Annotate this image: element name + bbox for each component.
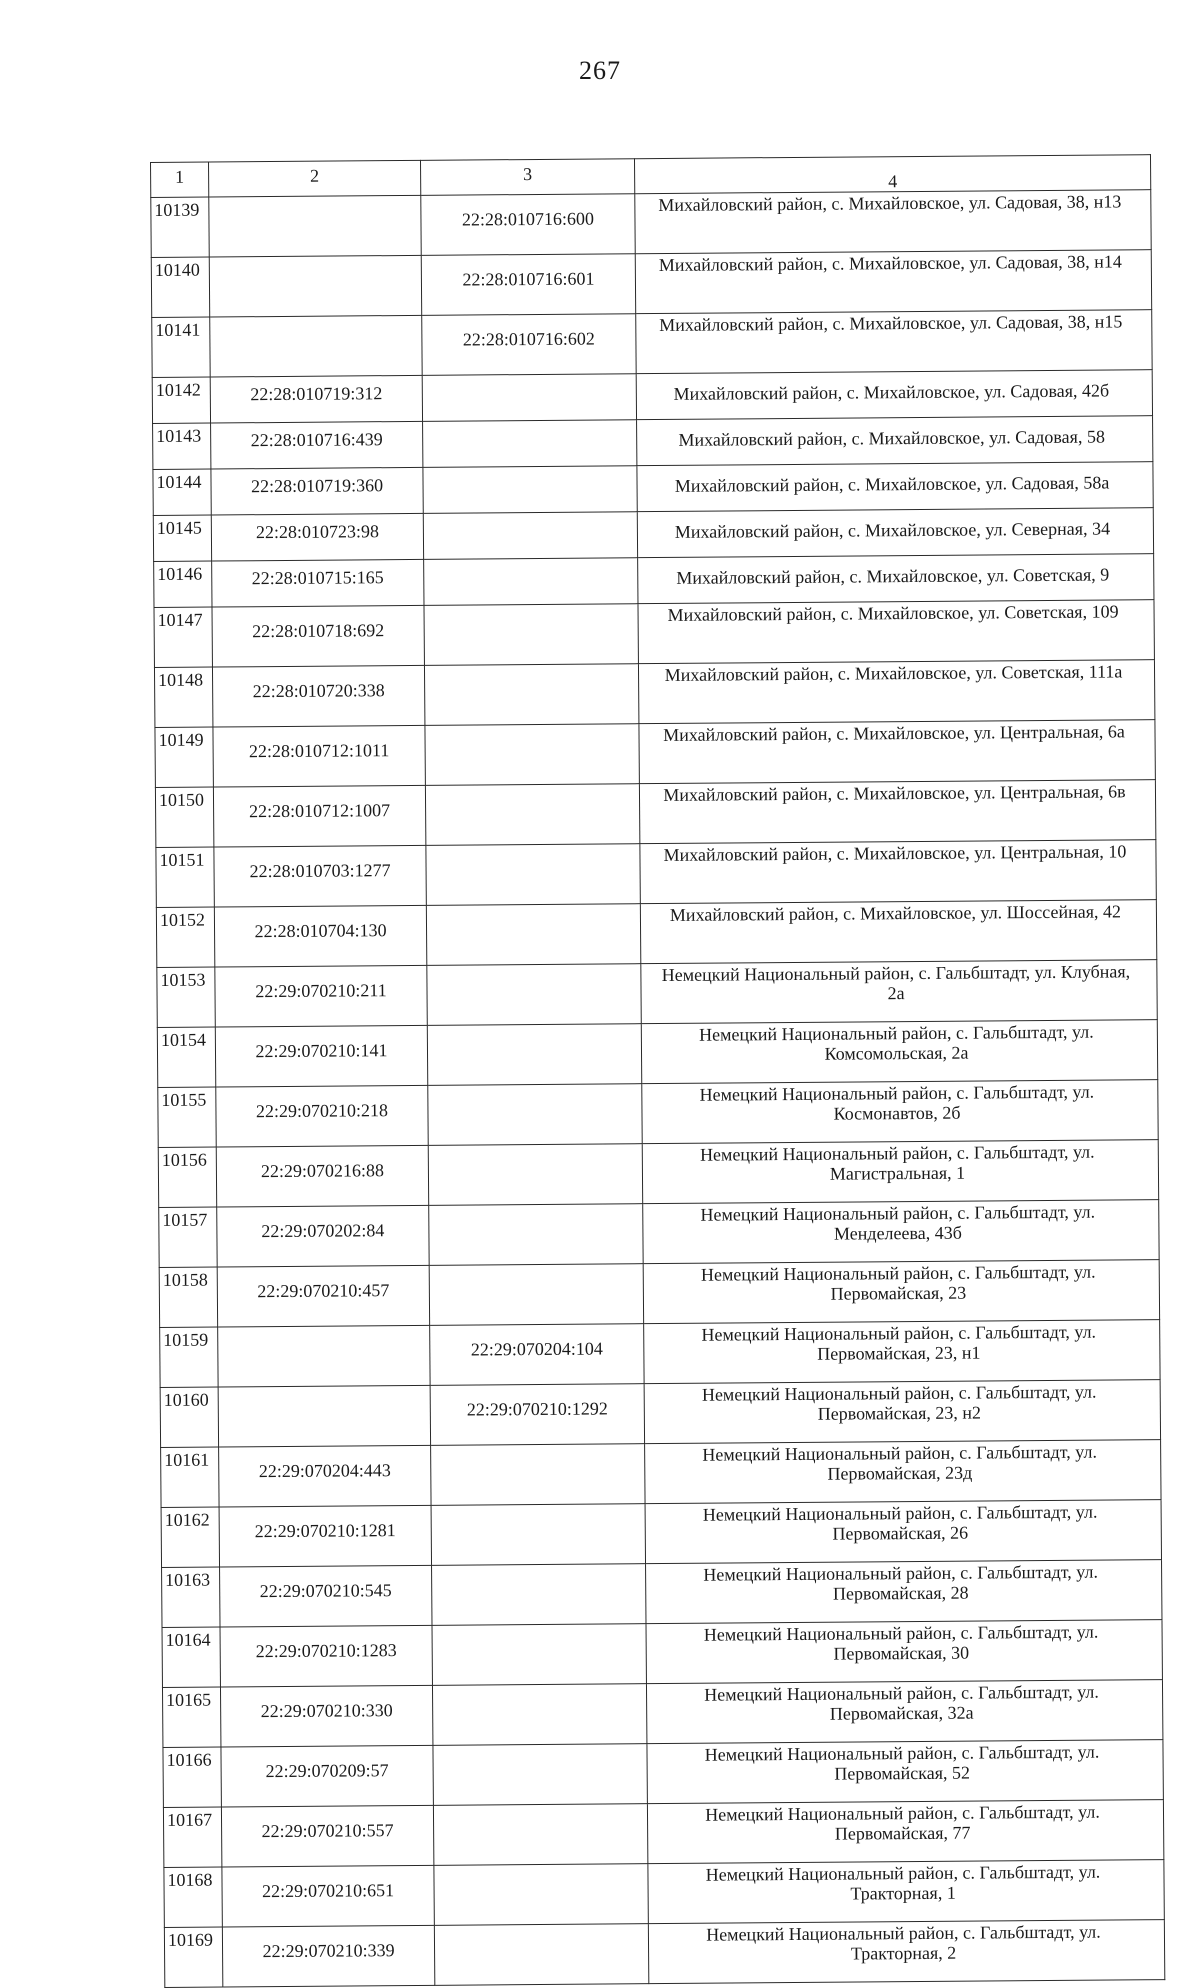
cadastral-number-col2: 22:29:070210:1281 xyxy=(219,1505,431,1567)
page-number: 267 xyxy=(579,56,621,85)
address-cell: Михайловский район, с. Михайловское, ул. Садовая, 38, н13 xyxy=(635,190,1151,254)
cadastral-number-col3 xyxy=(428,1084,642,1146)
row-number: 10152 xyxy=(156,907,214,967)
cadastral-number-col3: 22:29:070204:104 xyxy=(430,1324,644,1386)
row-number: 10166 xyxy=(163,1747,221,1807)
row-number: 10142 xyxy=(152,377,210,423)
address-cell: Михайловский район, с. Михайловское, ул. Садовая, 58а xyxy=(637,462,1153,512)
cadastral-number-col2: 22:29:070204:443 xyxy=(219,1445,431,1507)
table-row xyxy=(156,900,1156,968)
column-number-3: 3 xyxy=(420,159,634,196)
table-row xyxy=(159,1260,1159,1328)
table-row xyxy=(153,416,1153,470)
cadastral-number-col2: 22:28:010723:98 xyxy=(211,513,423,561)
cadastral-number-col2 xyxy=(218,1385,430,1447)
cadastral-number-col3 xyxy=(424,664,638,726)
cadastral-number-col3 xyxy=(432,1564,646,1626)
row-number: 10154 xyxy=(157,1027,215,1087)
address-cell: Михайловский район, с. Михайловское, ул. Садовая, 42б xyxy=(636,370,1152,420)
cadastral-number-col3: 22:28:010716:600 xyxy=(421,194,635,256)
cadastral-number-col2 xyxy=(209,255,421,317)
cadastral-number-col2: 22:28:010719:312 xyxy=(210,375,422,423)
row-number: 10155 xyxy=(158,1087,216,1147)
row-number: 10164 xyxy=(162,1627,220,1687)
row-number: 10150 xyxy=(155,787,213,847)
cadastral-number-col2: 22:28:010704:130 xyxy=(214,905,426,967)
address-cell: Немецкий Национальный район, с. Гальбштадт, ул. Первомайская, 30 xyxy=(646,1620,1162,1684)
row-number: 10141 xyxy=(152,317,210,377)
cadastral-number-col3 xyxy=(429,1204,643,1266)
table-row xyxy=(158,1140,1158,1208)
table-row xyxy=(162,1620,1162,1688)
cadastral-number-col3 xyxy=(426,844,640,906)
cadastral-number-col2: 22:28:010712:1011 xyxy=(213,725,425,787)
cadastral-number-col3 xyxy=(427,964,641,1026)
cadastral-number-col2: 22:29:070210:218 xyxy=(216,1085,428,1147)
row-number: 10156 xyxy=(158,1147,216,1207)
cadastral-number-col3 xyxy=(425,724,639,786)
cadastral-number-col3 xyxy=(428,1144,642,1206)
cadastral-number-col3: 22:29:070210:1292 xyxy=(430,1384,644,1446)
address-cell: Михайловский район, с. Михайловское, ул. Садовая, 58 xyxy=(637,416,1153,466)
table-row xyxy=(153,508,1153,562)
column-number-2: 2 xyxy=(209,160,421,197)
address-cell: Михайловский район, с. Михайловское, ул. Центральная, 6в xyxy=(639,780,1155,844)
table-row xyxy=(162,1560,1162,1628)
row-number: 10139 xyxy=(151,197,209,257)
row-number: 10169 xyxy=(164,1927,222,1987)
address-cell: Немецкий Национальный район, с. Гальбштадт, ул. Магистральная, 1 xyxy=(642,1140,1158,1204)
table-row xyxy=(152,310,1152,378)
cadastral-number-col2: 22:29:070210:457 xyxy=(217,1265,429,1327)
column-number-1: 1 xyxy=(151,162,209,197)
cadastral-number-col2 xyxy=(210,315,422,377)
cadastral-number-col2: 22:28:010712:1007 xyxy=(213,785,425,847)
table-row xyxy=(156,840,1156,908)
address-cell: Немецкий Национальный район, с. Гальбштадт, ул. Первомайская, 28 xyxy=(646,1560,1162,1624)
table-row xyxy=(164,1860,1164,1928)
address-cell: Михайловский район, с. Михайловское, ул. Советская, 109 xyxy=(638,600,1154,664)
row-number: 10167 xyxy=(163,1807,221,1867)
table-row xyxy=(155,720,1155,788)
cadastral-number-col2: 22:28:010719:360 xyxy=(211,467,423,515)
table-row xyxy=(155,780,1155,848)
cadastral-number-col2 xyxy=(209,195,421,257)
cadastral-number-col3 xyxy=(423,466,637,514)
address-cell: Немецкий Национальный район, с. Гальбштадт, ул. Первомайская, 23, н2 xyxy=(644,1380,1160,1444)
table-row xyxy=(160,1380,1160,1448)
row-number: 10158 xyxy=(159,1267,217,1327)
address-cell: Немецкий Национальный район, с. Гальбштадт, ул. Клубная, 2а xyxy=(641,960,1157,1024)
address-cell: Немецкий Национальный район, с. Гальбштадт, ул. Комсомольская, 2а xyxy=(641,1020,1157,1084)
cadastral-number-col3 xyxy=(425,784,639,846)
cadastral-number-col3: 22:28:010716:601 xyxy=(421,254,635,316)
table-row xyxy=(154,660,1154,728)
row-number: 10147 xyxy=(154,607,212,667)
cadastral-number-col2: 22:28:010716:439 xyxy=(211,421,423,469)
table-body xyxy=(151,190,1165,1988)
cadastral-number-col2: 22:29:070210:330 xyxy=(220,1685,432,1747)
cadastral-number-col2: 22:29:070210:651 xyxy=(222,1865,434,1927)
cadastral-number-col3 xyxy=(434,1864,648,1926)
cadastral-number-col3 xyxy=(431,1444,645,1506)
cadastral-number-col2: 22:29:070210:545 xyxy=(220,1565,432,1627)
cadastral-number-col2: 22:28:010720:338 xyxy=(212,665,424,727)
row-number: 10143 xyxy=(153,423,211,469)
cadastral-number-col3 xyxy=(422,374,636,422)
row-number: 10153 xyxy=(157,967,215,1027)
address-cell: Михайловский район, с. Михайловское, ул. Садовая, 38, н15 xyxy=(636,310,1152,374)
table-row xyxy=(159,1200,1159,1268)
row-number: 10159 xyxy=(160,1327,218,1387)
address-cell: Немецкий Национальный район, с. Гальбштадт, ул. Первомайская, 26 xyxy=(645,1500,1161,1564)
cadastral-number-col2: 22:29:070210:1283 xyxy=(220,1625,432,1687)
cadastral-number-col2: 22:29:070216:88 xyxy=(216,1145,428,1207)
cadastral-number-col2: 22:29:070210:339 xyxy=(222,1925,434,1987)
address-cell: Михайловский район, с. Михайловское, ул. Центральная, 6а xyxy=(639,720,1155,784)
address-cell: Михайловский район, с. Михайловское, ул. Советская, 111а xyxy=(638,660,1154,724)
table-row xyxy=(163,1740,1163,1808)
table-row xyxy=(151,250,1151,318)
cadastral-number-col3 xyxy=(423,420,637,468)
row-number: 10161 xyxy=(161,1447,219,1507)
address-cell: Немецкий Национальный район, с. Гальбштадт, ул. Первомайская, 23 xyxy=(643,1260,1159,1324)
column-number-4: 4 xyxy=(634,155,1150,194)
row-number: 10140 xyxy=(151,257,209,317)
address-cell: Немецкий Национальный район, с. Гальбштадт, ул. Тракторная, 1 xyxy=(648,1860,1164,1924)
cadastral-number-col3: 22:28:010716:602 xyxy=(422,314,636,376)
table-row xyxy=(160,1320,1160,1388)
cadastral-number-col2 xyxy=(218,1325,430,1387)
row-number: 10162 xyxy=(161,1507,219,1567)
table-row xyxy=(157,1020,1157,1088)
register-table xyxy=(150,154,1165,1988)
cadastral-number-col3 xyxy=(431,1504,645,1566)
table-row xyxy=(152,370,1152,424)
cadastral-number-col3 xyxy=(433,1804,647,1866)
table-row xyxy=(154,600,1154,668)
cadastral-number-col3 xyxy=(433,1744,647,1806)
cadastral-number-col2: 22:29:070210:557 xyxy=(221,1805,433,1867)
register-sheet xyxy=(150,154,1164,1988)
cadastral-number-col3 xyxy=(424,558,638,606)
cadastral-number-col2: 22:29:070209:57 xyxy=(221,1745,433,1807)
address-cell: Михайловский район, с. Михайловское, ул. Советская, 9 xyxy=(638,554,1154,604)
address-cell: Немецкий Национальный район, с. Гальбштадт, ул. Первомайская, 32а xyxy=(646,1680,1162,1744)
cadastral-number-col3 xyxy=(423,512,637,560)
cadastral-number-col3 xyxy=(426,904,640,966)
cadastral-number-col2: 22:28:010703:1277 xyxy=(214,845,426,907)
table-row xyxy=(158,1080,1158,1148)
table-row xyxy=(151,190,1151,258)
cadastral-number-col2: 22:29:070210:211 xyxy=(215,965,427,1027)
address-cell: Михайловский район, с. Михайловское, ул. Северная, 34 xyxy=(637,508,1153,558)
address-cell: Михайловский район, с. Михайловское, ул. Шоссейная, 42 xyxy=(640,900,1156,964)
table-row xyxy=(153,462,1153,516)
cadastral-number-col2: 22:29:070202:84 xyxy=(217,1205,429,1267)
address-cell: Немецкий Национальный район, с. Гальбштадт, ул. Первомайская, 52 xyxy=(647,1740,1163,1804)
row-number: 10145 xyxy=(153,515,211,561)
address-cell: Немецкий Национальный район, с. Гальбштадт, ул. Менделеева, 43б xyxy=(643,1200,1159,1264)
row-number: 10146 xyxy=(154,561,212,607)
cadastral-number-col3 xyxy=(434,1924,648,1986)
address-cell: Немецкий Национальный район, с. Гальбштадт, ул. Космонавтов, 2б xyxy=(642,1080,1158,1144)
row-number: 10165 xyxy=(162,1687,220,1747)
row-number: 10149 xyxy=(155,727,213,787)
cadastral-number-col2: 22:28:010718:692 xyxy=(212,605,424,667)
address-cell: Немецкий Национальный район, с. Гальбштадт, ул. Первомайская, 23, н1 xyxy=(644,1320,1160,1384)
cadastral-number-col3 xyxy=(427,1024,641,1086)
address-cell: Немецкий Национальный район, с. Гальбштадт, ул. Первомайская, 77 xyxy=(647,1800,1163,1864)
address-cell: Михайловский район, с. Михайловское, ул. Центральная, 10 xyxy=(640,840,1156,904)
row-number: 10144 xyxy=(153,469,211,515)
table-row xyxy=(162,1680,1162,1748)
address-cell: Немецкий Национальный район, с. Гальбштадт, ул. Тракторная, 2 xyxy=(648,1920,1164,1984)
table-row xyxy=(163,1800,1163,1868)
cadastral-number-col3 xyxy=(429,1264,643,1326)
row-number: 10168 xyxy=(164,1867,222,1927)
table-row xyxy=(154,554,1154,608)
row-number: 10157 xyxy=(159,1207,217,1267)
row-number: 10160 xyxy=(160,1387,218,1447)
cadastral-number-col3 xyxy=(432,1624,646,1686)
cadastral-number-col2: 22:29:070210:141 xyxy=(215,1025,427,1087)
row-number: 10148 xyxy=(154,667,212,727)
address-cell: Михайловский район, с. Михайловское, ул. Садовая, 38, н14 xyxy=(635,250,1151,314)
table-row xyxy=(157,960,1157,1028)
cadastral-number-col3 xyxy=(424,604,638,666)
row-number: 10163 xyxy=(162,1567,220,1627)
cadastral-number-col3 xyxy=(432,1684,646,1746)
cadastral-number-col2: 22:28:010715:165 xyxy=(212,559,424,607)
table-row xyxy=(161,1440,1161,1508)
address-cell: Немецкий Национальный район, с. Гальбштадт, ул. Первомайская, 23д xyxy=(645,1440,1161,1504)
row-number: 10151 xyxy=(156,847,214,907)
table-row xyxy=(164,1920,1164,1988)
table-row xyxy=(161,1500,1161,1568)
